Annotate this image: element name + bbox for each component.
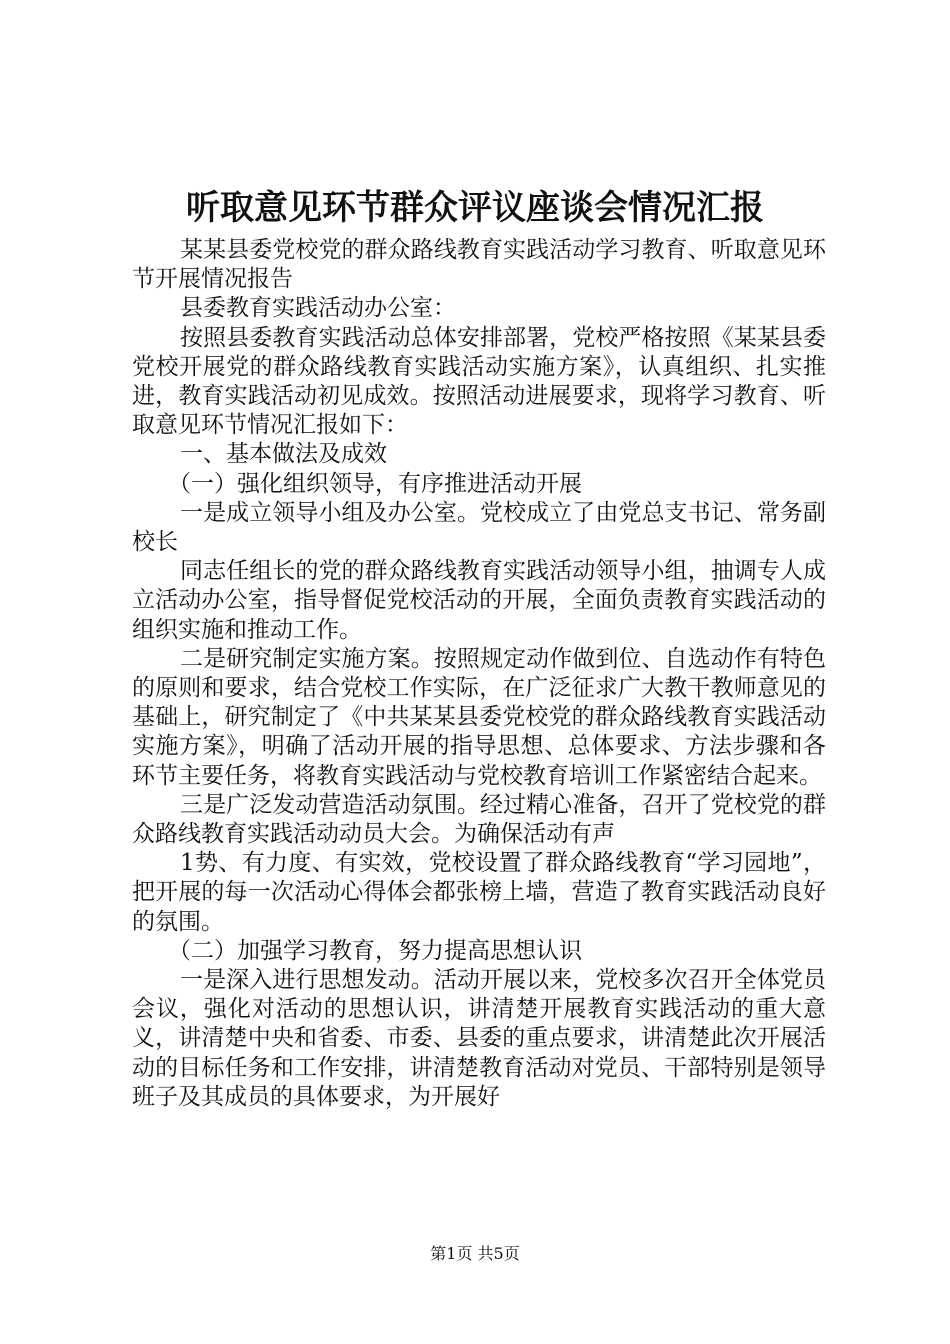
paragraph-intro: 按照县委教育实践活动总体安排部署，党校严格按照《某某县委党校开展党的群众路线教育实践活动实施方案》，认真组织、扎实推进，教育实践活动初见成效。按照活动进展要求，现将学习教育、听取意见环节情况汇报如下： — [132, 324, 826, 439]
paragraph-implementation-plan: 二是研究制定实施方案。按照规定动作做到位、自选动作有特色的原则和要求，结合党校工作实际，在广泛征求广大教干教师意见的基础上，研究制定了《中共某某县委党校党的群众路线教育实践活动实施方案》，明确了活动开展的指导思想、总体要求、方法步骤和各环节主要任务，将教育实践活动与党校教育培训工作紧密结合起来。 — [132, 645, 826, 789]
paragraph-thought-mobilization: 一是深入进行思想发动。活动开展以来，党校多次召开全体党员会议，强化对活动的思想认识，讲清楚开展教育实践活动的重大意义，讲清楚中央和省委、市委、县委的重点要求，讲清楚此次开展活动的目标任务和工作安排，讲清楚教育活动对党员、干部特别是领导班子及其成员的具体要求，为开展好 — [132, 967, 826, 1110]
paragraph-mobilization: 三是广泛发动营造活动氛围。经过精心准备，召开了党校党的群众路线教育实践活动动员大会。为确保活动有声 — [132, 791, 826, 848]
subsection-heading-1: （一）强化组织领导，有序推进活动开展 — [168, 470, 582, 497]
paragraph-recipient: 县委教育实践活动办公室： — [180, 295, 456, 322]
subsection-heading-2: （二）加强学习教育，努力提高思想认识 — [168, 937, 582, 964]
document-body — [132, 236, 826, 1112]
section-heading-1: 一、基本做法及成效 — [180, 441, 387, 468]
paragraph-report-heading: 某某县委党校党的群众路线教育实践活动学习教育、听取意见环节开展情况报告 — [132, 237, 826, 293]
paragraph-leadership-group: 一是成立领导小组及办公室。党校成立了由党总支书记、常务副校长 — [132, 499, 826, 556]
paragraph-mobilization-cont: 1势、有力度、有实效，党校设置了群众路线教育“学习园地”，把开展的每一次活动心得体会都张榜上墙，营造了教育实践活动良好的氛围。 — [132, 850, 826, 935]
paragraph-leadership-detail: 同志任组长的党的群众路线教育实践活动领导小组，抽调专人成立活动办公室，指导督促党校活动的开展，全面负责教育实践活动的组织实施和推动工作。 — [132, 558, 826, 643]
page-number-footer: 第1页 共5页 — [430, 1244, 520, 1263]
document-title: 听取意见环节群众评议座谈会情况汇报 — [186, 188, 764, 228]
